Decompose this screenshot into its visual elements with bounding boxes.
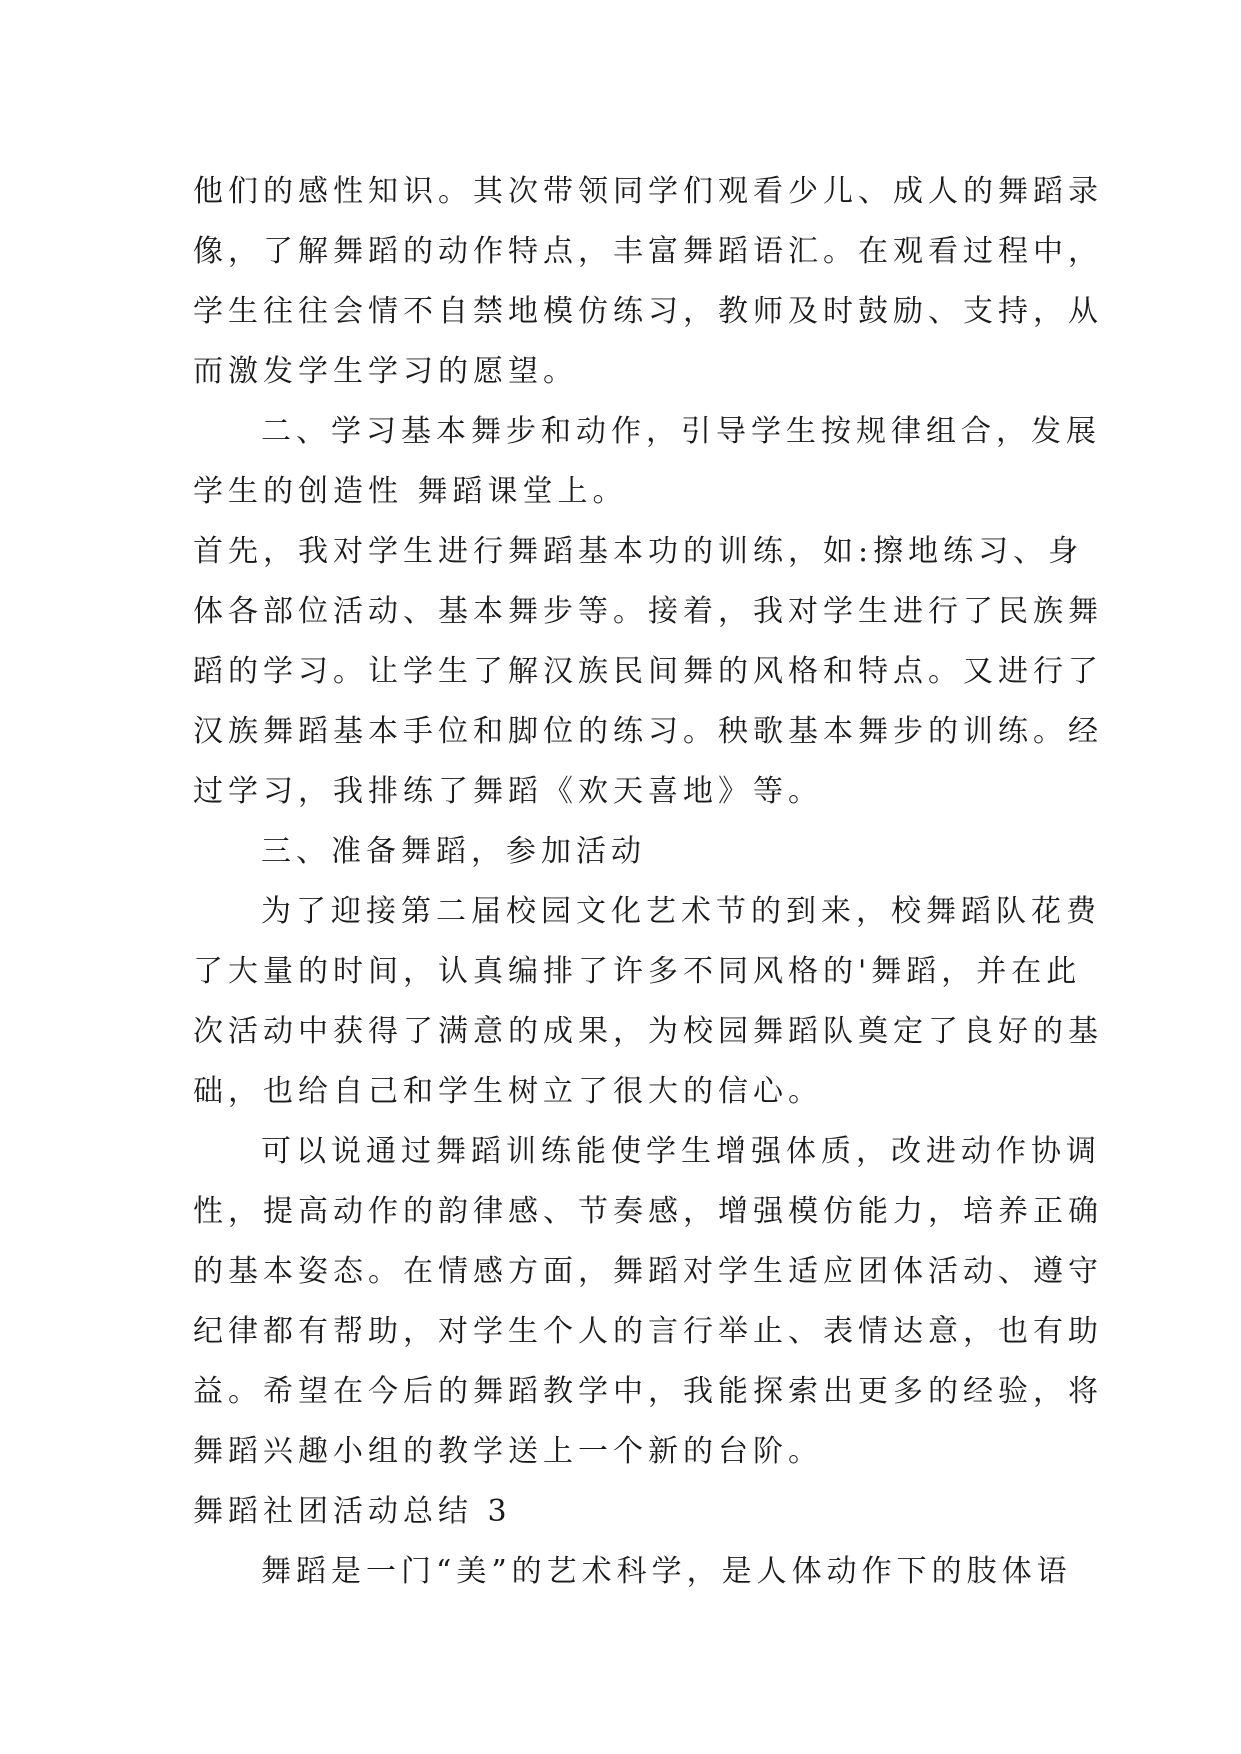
text-line: 益。希望在今后的舞蹈教学中，我能探索出更多的经验，将 [193, 1374, 1103, 1409]
article-title: 舞蹈社团活动总结 3 [193, 1494, 512, 1529]
text-line: 的基本姿态。在情感方面，舞蹈对学生适应团体活动、遵守 [193, 1254, 1103, 1289]
section-heading-3: 三、准备舞蹈，参加活动 [261, 834, 646, 869]
section-heading-2: 二、学习基本舞步和动作，引导学生按规律组合，发展 [261, 414, 1101, 449]
text-line: 过学习，我排练了舞蹈《欢天喜地》等。 [193, 774, 823, 809]
text-line: 为了迎接第二届校园文化艺术节的到来，校舞蹈队花费 [261, 894, 1101, 929]
text-line: 首先，我对学生进行舞蹈基本功的训练，如:擦地练习、身 [193, 534, 1084, 569]
text-line: 蹈的学习。让学生了解汉族民间舞的风格和特点。又进行了 [193, 654, 1103, 689]
text-line: 像，了解舞蹈的动作特点，丰富舞蹈语汇。在观看过程中， [193, 234, 1103, 269]
text-line: 次活动中获得了满意的成果，为校园舞蹈队奠定了良好的基 [193, 1014, 1103, 1049]
text-line: 可以说通过舞蹈训练能使学生增强体质，改进动作协调 [261, 1134, 1101, 1169]
document-page [193, 162, 1103, 1602]
text-line: 性，提高动作的韵律感、节奏感，增强模仿能力，培养正确 [193, 1194, 1103, 1229]
text-line: 体各部位活动、基本舞步等。接着，我对学生进行了民族舞 [193, 594, 1103, 629]
text-line: 舞蹈兴趣小组的教学送上一个新的台阶。 [193, 1434, 823, 1469]
text-line: 学生的创造性 舞蹈课堂上。 [193, 474, 628, 509]
text-line: 纪律都有帮助，对学生个人的言行举止、表情达意，也有助 [193, 1314, 1103, 1349]
text-line: 他们的感性知识。其次带领同学们观看少儿、成人的舞蹈录 [193, 174, 1103, 209]
text-line: 础，也给自己和学生树立了很大的信心。 [193, 1074, 823, 1109]
text-line: 而激发学生学习的愿望。 [193, 354, 578, 389]
text-line: 了大量的时间，认真编排了许多不同风格的'舞蹈，并在此 [193, 954, 1082, 989]
text-line: 舞蹈是一门“美”的艺术科学，是人体动作下的肢体语 [261, 1554, 1072, 1589]
text-line: 学生往往会情不自禁地模仿练习，教师及时鼓励、支持，从 [193, 294, 1103, 329]
text-line: 汉族舞蹈基本手位和脚位的练习。秧歌基本舞步的训练。经 [193, 714, 1103, 749]
